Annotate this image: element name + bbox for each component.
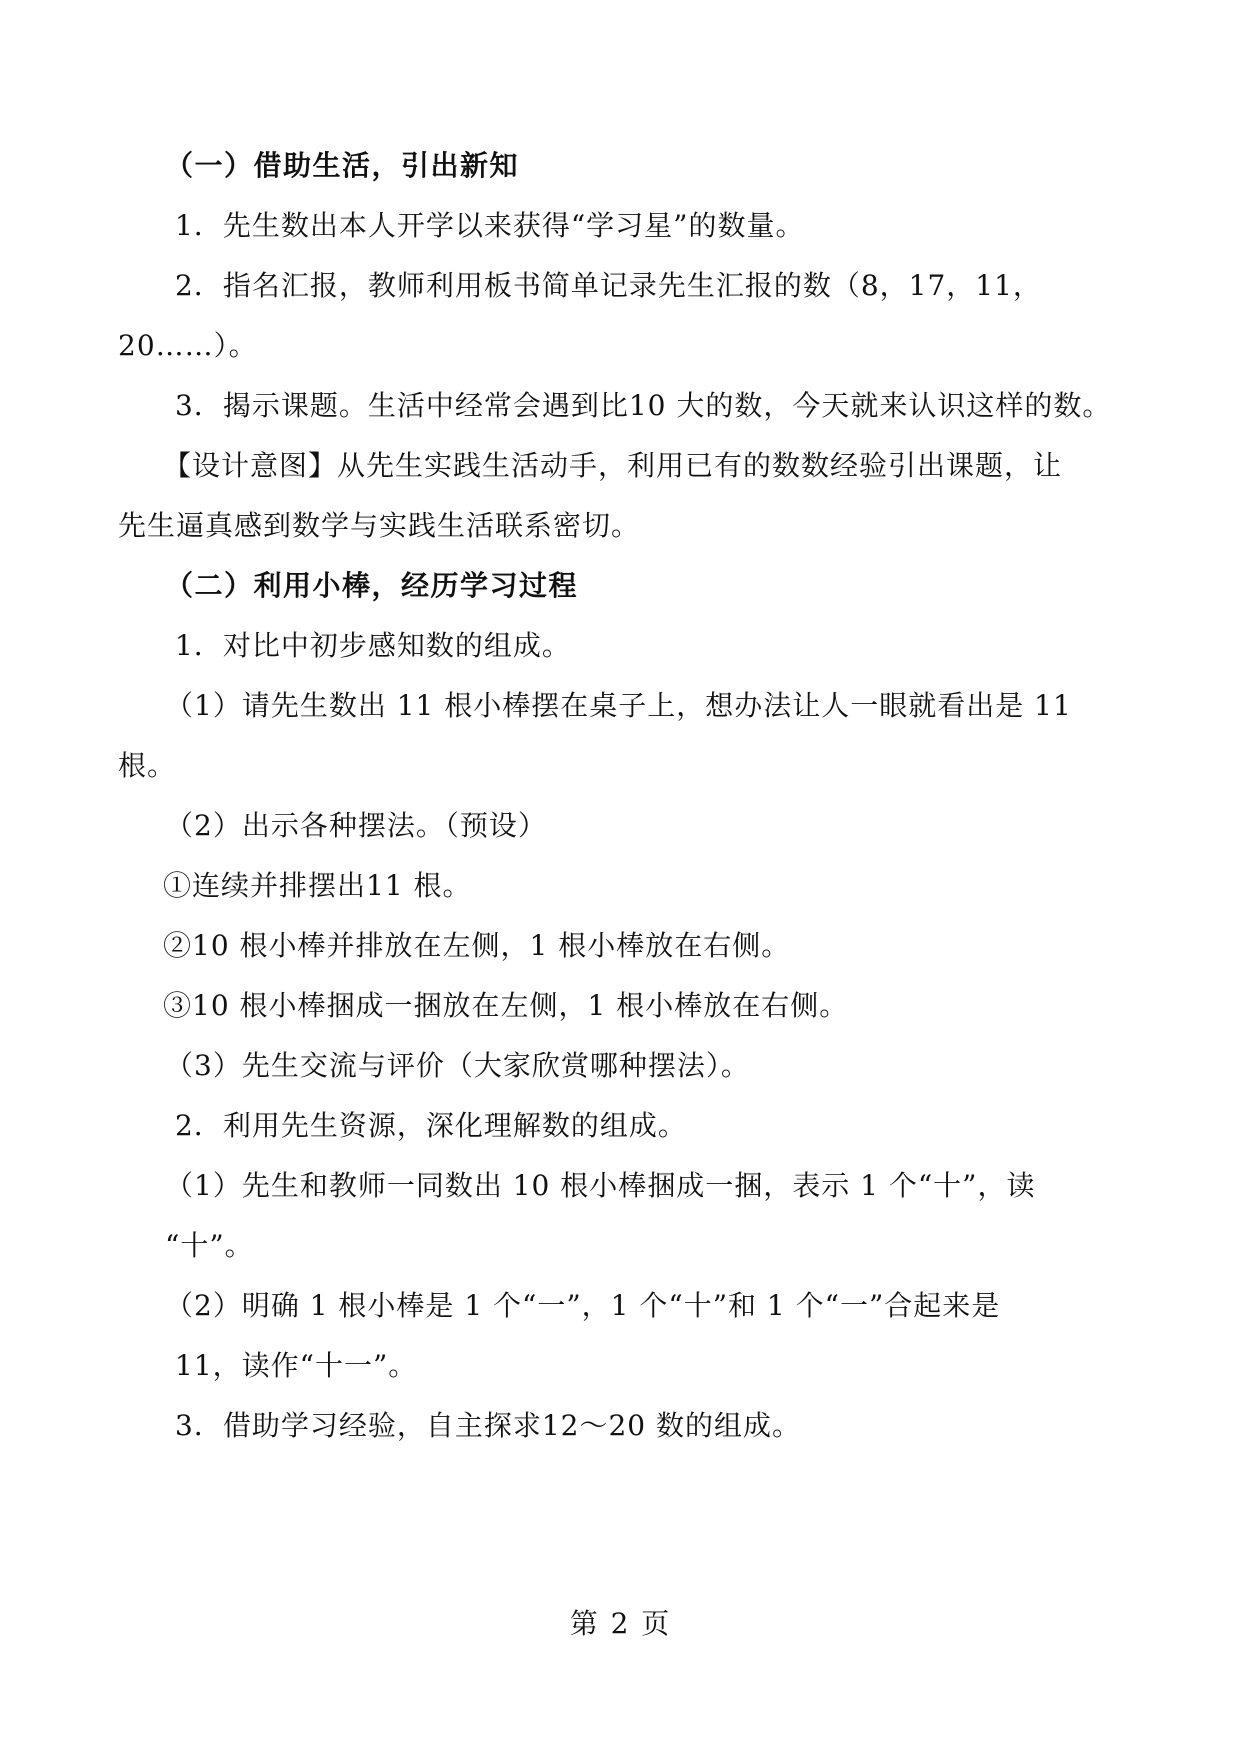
point1-sub2: （2）出示各种摆法。（预设） [165,809,547,842]
section2-point3: 3．借助学习经验，自主探求12～20 数的组成。 [175,1409,801,1442]
point2-sub2-line2: 11，读作“十一”。 [175,1349,418,1382]
section2-heading: （二）利用小棒，经历学习过程 [165,569,579,602]
design-intent-line1: 【设计意图】从先生实践生活动手，利用已有的数数经验引出课题，让 [163,449,1063,482]
point2-sub2-line1: （2）明确 1 根小棒是 1 个“一”，1 个“十”和 1 个“一”合起来是 [165,1289,1001,1322]
option2: ②10 根小棒并排放在左侧，1 根小棒放在右侧。 [163,929,791,962]
section2-point1: 1．对比中初步感知数的组成。 [175,629,571,662]
point1-sub1-line1: （1）请先生数出 11 根小棒摆在桌子上，想办法让人一眼就看出是 11 [165,689,1072,722]
option3: ③10 根小棒捆成一捆放在左侧，1 根小棒放在右侧。 [163,989,849,1022]
section2-point2: 2．利用先生资源，深化理解数的组成。 [175,1109,687,1142]
option1: ①连续并排摆出11 根。 [163,869,472,902]
section1-item1: 1．先生数出本人开学以来获得“学习星”的数量。 [175,209,805,242]
section1-item2-line2: 20……）。 [118,329,258,362]
point1-sub3: （3）先生交流与评价（大家欣赏哪种摆法）。 [165,1049,750,1082]
point2-sub1-line2: “十”。 [165,1229,254,1262]
section1-item2-line1: 2．指名汇报，教师利用板书简单记录先生汇报的数（8，17，11， [175,269,1042,302]
section1-item3: 3．揭示课题。生活中经常会遇到比10 大的数，今天就来认识这样的数。 [175,389,1112,422]
point2-sub1-line1: （1）先生和教师一同数出 10 根小棒捆成一捆，表示 1 个“十”，读 [165,1169,1036,1202]
point1-sub1-line2: 根。 [118,749,177,782]
page-number-footer: 第 2 页 [569,1607,672,1640]
section1-heading: （一）借助生活，引出新知 [165,149,520,182]
design-intent-line2: 先生逼真感到数学与实践生活联系密切。 [118,509,641,542]
